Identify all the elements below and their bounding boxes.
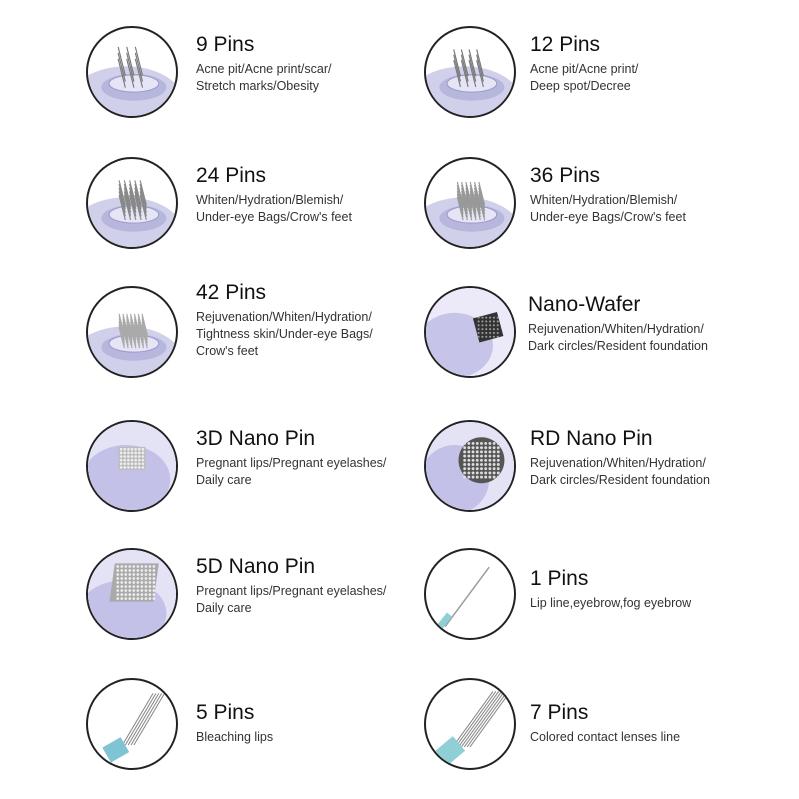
product-title: 1 Pins: [530, 567, 589, 590]
description-line: Daily care: [196, 473, 252, 487]
description-line: Colored contact lenses line: [530, 730, 681, 744]
product-info: [530, 700, 799, 746]
product-title: 3D Nano Pin: [196, 427, 316, 450]
product-info: [530, 566, 799, 612]
product-title: 42 Pins: [196, 281, 267, 304]
product-title: 5D Nano Pin: [196, 555, 316, 578]
product-description: [530, 729, 799, 746]
product-item: [424, 286, 799, 396]
product-info: [530, 32, 799, 95]
description-line: Acne pit/Acne print/: [530, 62, 639, 76]
product-item: [424, 678, 799, 788]
description-line: Rejuvenation/Whiten/Hydration/: [196, 310, 372, 324]
nine-pin-cartridge-icon: [86, 26, 178, 118]
description-line: Stretch marks/Obesity: [196, 79, 319, 93]
product-title: Nano-Wafer: [528, 293, 641, 316]
description-line: Crow's feet: [196, 344, 259, 358]
product-item: [86, 678, 466, 788]
five-needle-icon: [86, 678, 178, 770]
product-item: [424, 420, 799, 530]
rd-nano-pin-cartridge-icon: [424, 420, 516, 512]
5d-nano-pin-cartridge-icon: [86, 548, 178, 640]
description-line: Whiten/Hydration/Blemish/: [530, 193, 678, 207]
description-line: Dark circles/Resident foundation: [530, 473, 710, 487]
product-item: [424, 548, 799, 658]
product-item: [86, 281, 466, 396]
description-line: Deep spot/Decree: [530, 79, 631, 93]
product-item: [86, 157, 466, 267]
nano-wafer-cartridge-icon: [424, 286, 516, 378]
product-title: RD Nano Pin: [530, 427, 653, 450]
description-line: Rejuvenation/Whiten/Hydration/: [530, 456, 706, 470]
single-needle-icon: [424, 548, 516, 640]
product-description: [528, 321, 798, 355]
product-info: [530, 163, 799, 226]
product-item: [86, 26, 466, 136]
description-line: Tightness skin/Under-eye Bags/: [196, 327, 373, 341]
description-line: Rejuvenation/Whiten/Hydration/: [528, 322, 704, 336]
description-line: Under-eye Bags/Crow's feet: [530, 210, 686, 224]
description-line: Lip line,eyebrow,fog eyebrow: [530, 596, 692, 610]
3d-nano-pin-cartridge-icon: [86, 420, 178, 512]
product-title: 24 Pins: [196, 164, 267, 187]
product-description: [530, 455, 799, 489]
description-line: Under-eye Bags/Crow's feet: [196, 210, 352, 224]
description-line: Pregnant lips/Pregnant eyelashes/: [196, 456, 387, 470]
product-title: 12 Pins: [530, 33, 601, 56]
forty-two-pin-cartridge-icon: [86, 286, 178, 378]
product-info: [528, 292, 798, 355]
product-title: 36 Pins: [530, 164, 601, 187]
description-line: Daily care: [196, 601, 252, 615]
product-item: [86, 420, 466, 530]
product-title: 7 Pins: [530, 701, 589, 724]
description-line: Bleaching lips: [196, 730, 274, 744]
product-description: [530, 61, 799, 95]
twenty-four-pin-cartridge-icon: [86, 157, 178, 249]
product-title: 5 Pins: [196, 701, 255, 724]
product-item: [424, 157, 799, 267]
product-item: [86, 548, 466, 658]
product-description: [530, 595, 799, 612]
twelve-pin-cartridge-icon: [424, 26, 516, 118]
product-item: [424, 26, 799, 136]
description-line: Whiten/Hydration/Blemish/: [196, 193, 344, 207]
product-info: [530, 426, 799, 489]
description-line: Acne pit/Acne print/scar/: [196, 62, 332, 76]
product-title: 9 Pins: [196, 33, 255, 56]
description-line: Dark circles/Resident foundation: [528, 339, 708, 353]
seven-needle-icon: [424, 678, 516, 770]
thirty-six-pin-cartridge-icon: [424, 157, 516, 249]
description-line: Pregnant lips/Pregnant eyelashes/: [196, 584, 387, 598]
product-description: [530, 192, 799, 226]
